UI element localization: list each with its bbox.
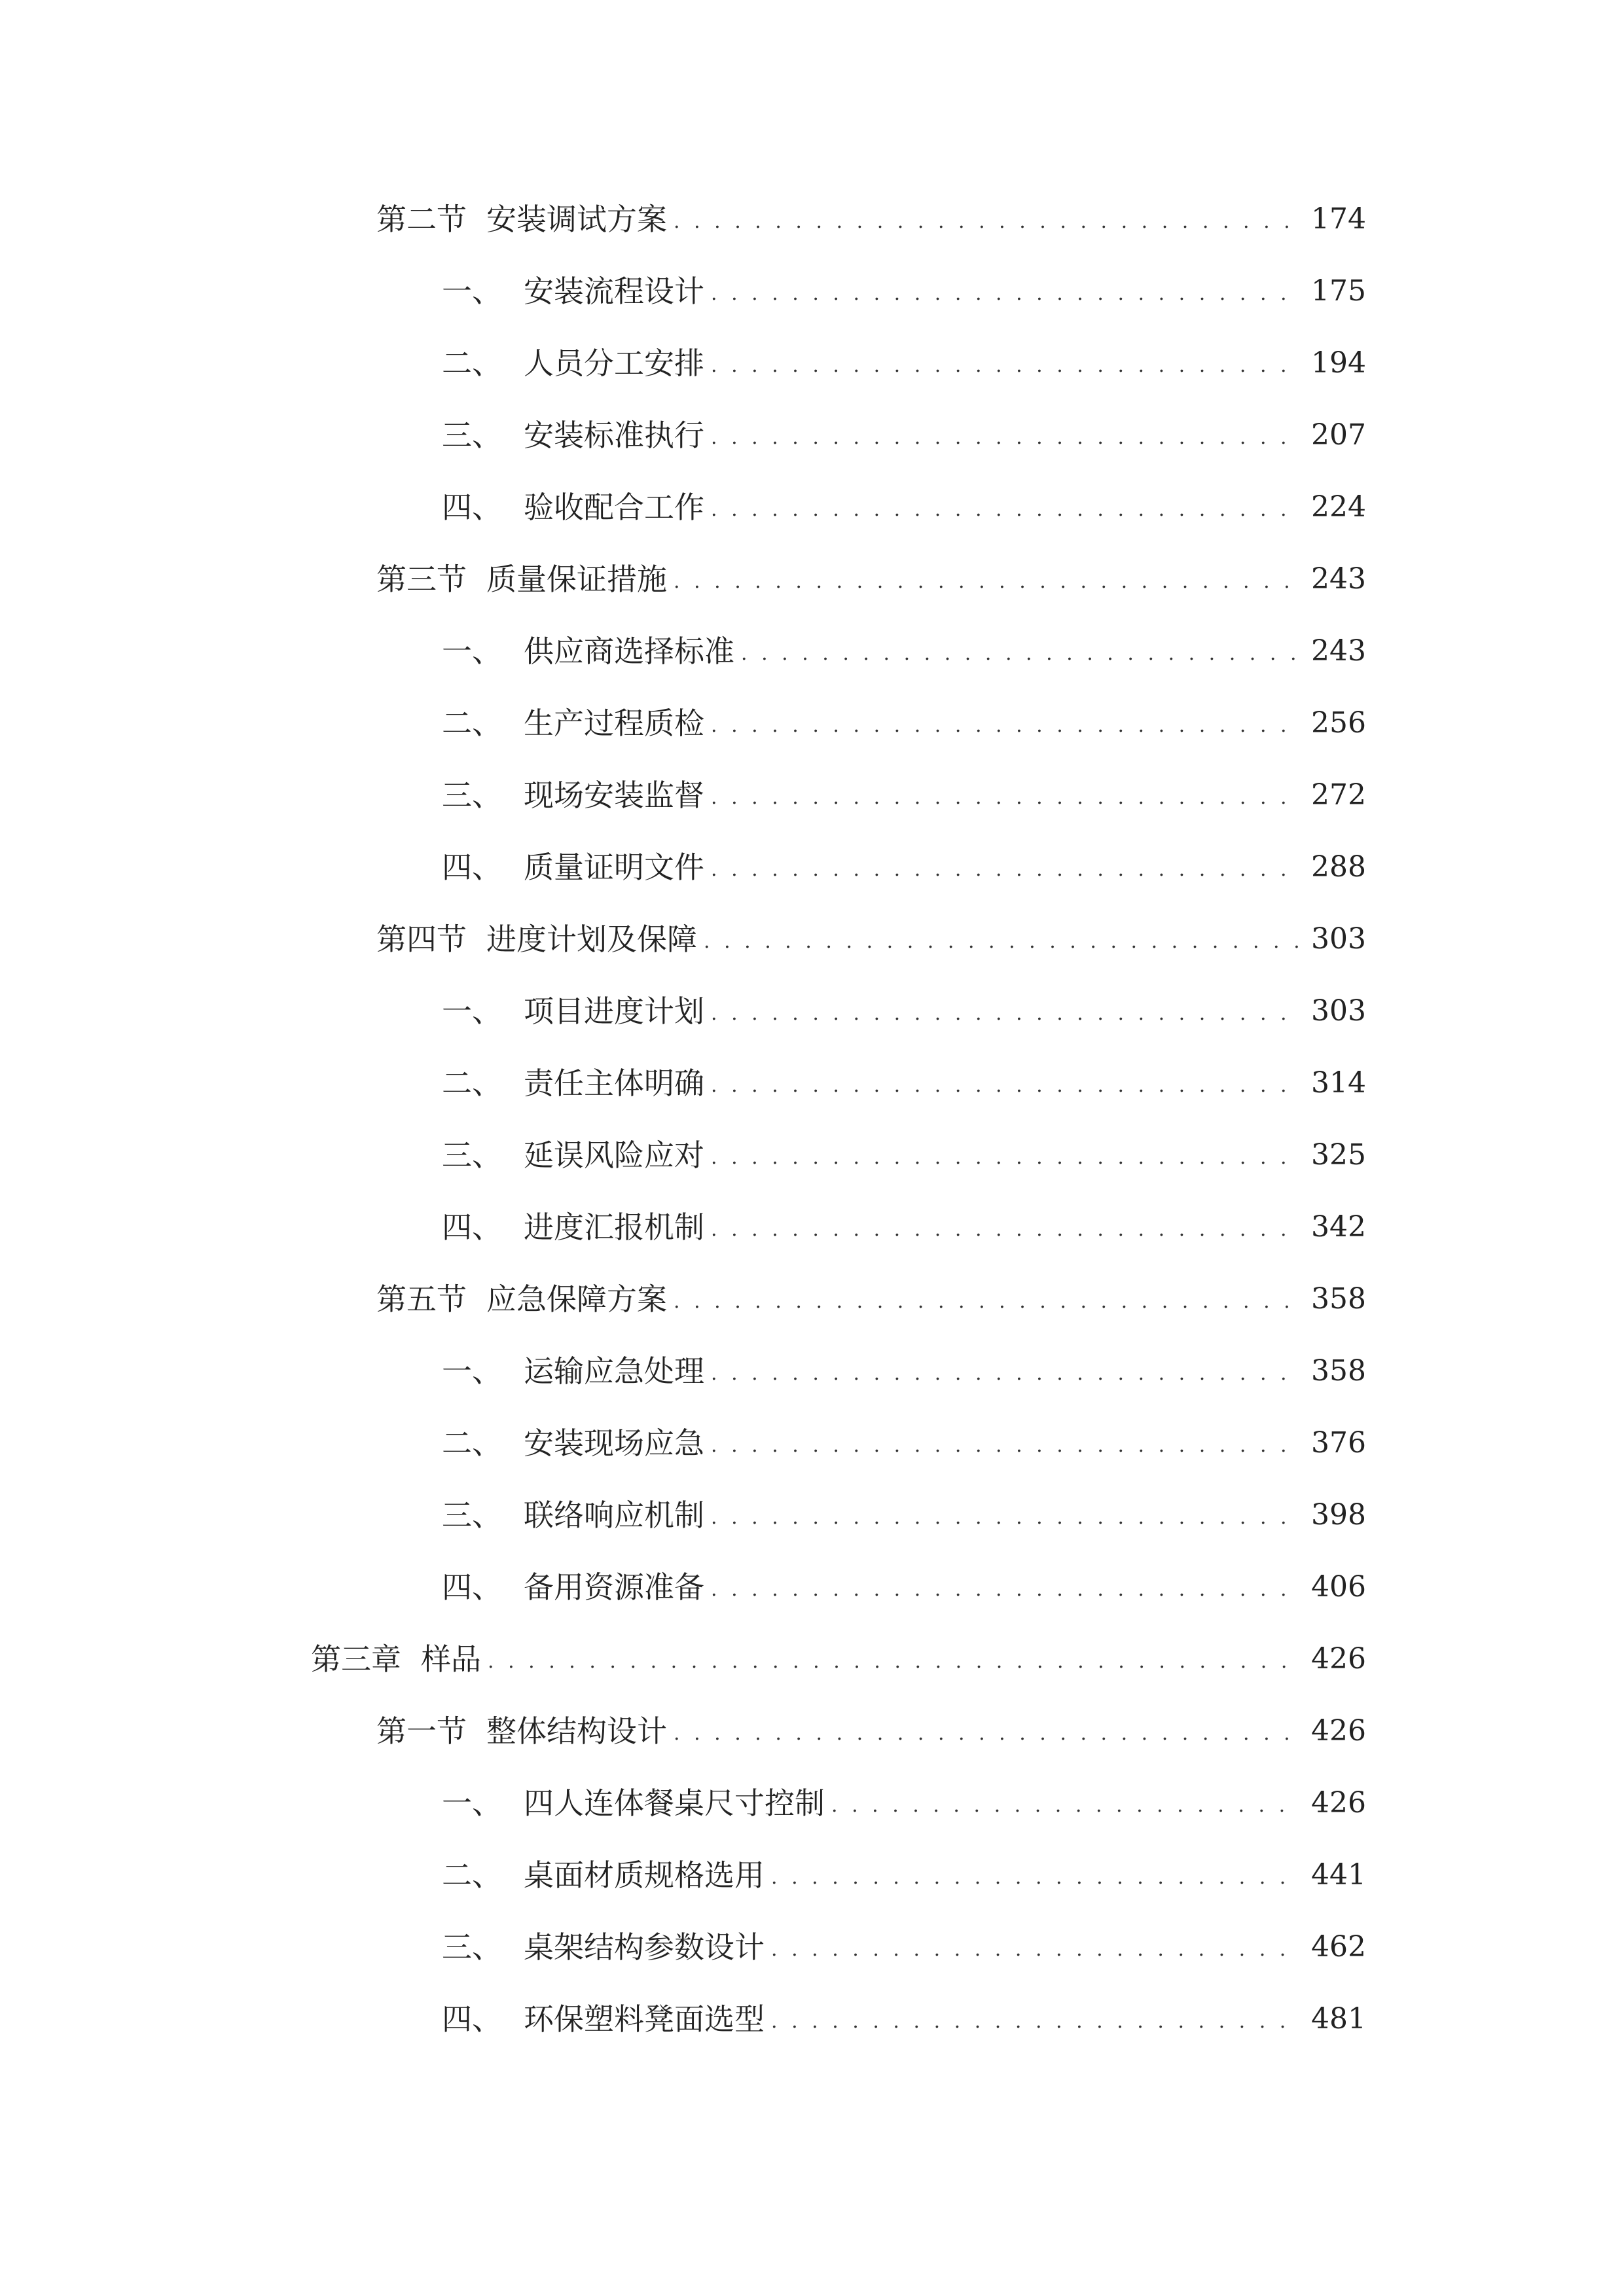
- toc-entry-page: 303: [1311, 994, 1366, 1028]
- toc-entry-number: 二、: [442, 1426, 502, 1461]
- toc-entry-subsection[interactable]: [442, 1849, 1366, 1901]
- toc-entry-number: 二、: [442, 346, 502, 381]
- toc-entry-title: 安装调试方案: [486, 202, 667, 237]
- toc-entry-title: 生产过程质检: [524, 706, 704, 741]
- toc-dot-leader: [831, 1788, 1301, 1818]
- toc-entry-title: 应急保障方案: [486, 1282, 667, 1317]
- toc-dot-leader: [711, 852, 1301, 882]
- toc-entry-number: 一、: [442, 634, 502, 669]
- toc-entry-number: 三、: [442, 778, 502, 813]
- toc-dot-leader: [674, 204, 1301, 234]
- toc-entry-title: 延误风险应对: [524, 1138, 704, 1173]
- toc-entry-page: 481: [1311, 2002, 1366, 2036]
- toc-entry-title: 四人连体餐桌尺寸控制: [524, 1785, 825, 1821]
- toc-entry-section[interactable]: [376, 553, 1366, 605]
- toc-entry-subsection[interactable]: [442, 481, 1366, 533]
- toc-dot-leader: [704, 924, 1301, 954]
- toc-entry-subsection[interactable]: [442, 1561, 1366, 1613]
- toc-entry-number: 四、: [442, 850, 502, 885]
- toc-dot-leader: [674, 564, 1301, 594]
- toc-entry-title: 安装标准执行: [524, 418, 704, 453]
- toc-entry-title: 人员分工安排: [524, 346, 704, 381]
- toc-entry-title: 样品: [421, 1641, 481, 1677]
- toc-dot-leader: [711, 1572, 1301, 1602]
- toc-entry-page: 272: [1311, 778, 1366, 812]
- toc-entry-subsection[interactable]: [442, 1129, 1366, 1181]
- toc-entry-title: 联络响应机制: [524, 1498, 704, 1533]
- toc-entry-number: 一、: [442, 1785, 502, 1821]
- toc-entry-page: 207: [1311, 418, 1366, 452]
- toc-entry-subsection[interactable]: [442, 1201, 1366, 1253]
- toc-entry-number: 三、: [442, 1498, 502, 1533]
- toc-dot-leader: [711, 1068, 1301, 1098]
- toc-dot-leader: [674, 1716, 1301, 1746]
- toc-entry-subsection[interactable]: [442, 1057, 1366, 1109]
- toc-entry-subsection[interactable]: [442, 769, 1366, 821]
- toc-entry-page: 325: [1311, 1138, 1366, 1172]
- toc-entry-page: 243: [1311, 562, 1366, 596]
- toc-entry-title: 质量证明文件: [524, 850, 704, 885]
- toc-entry-number: 二、: [442, 1066, 502, 1101]
- toc-entry-number: 第三章: [311, 1641, 401, 1677]
- toc-entry-subsection[interactable]: [442, 1345, 1366, 1397]
- toc-entry-page: 358: [1311, 1354, 1366, 1388]
- toc-entry-subsection[interactable]: [442, 1417, 1366, 1469]
- toc-entry-number: 三、: [442, 418, 502, 453]
- toc-entry-number: 一、: [442, 274, 502, 309]
- toc-entry-title: 供应商选择标准: [524, 634, 734, 669]
- toc-dot-leader: [711, 1500, 1301, 1530]
- toc-entry-page: 194: [1311, 346, 1366, 380]
- toc-entry-title: 备用资源准备: [524, 1570, 704, 1605]
- toc-entry-section[interactable]: [376, 193, 1366, 245]
- toc-entry-subsection[interactable]: [442, 1993, 1366, 2045]
- toc-entry-number: 一、: [442, 1354, 502, 1389]
- toc-entry-page: 376: [1311, 1426, 1366, 1460]
- toc-entry-page: 358: [1311, 1282, 1366, 1316]
- toc-entry-page: 462: [1311, 1930, 1366, 1964]
- toc-dot-leader: [771, 1932, 1301, 1962]
- toc-entry-subsection[interactable]: [442, 625, 1366, 677]
- toc-entry-page: 342: [1311, 1210, 1366, 1244]
- toc-dot-leader: [711, 420, 1301, 450]
- toc-entry-title: 整体结构设计: [486, 1713, 667, 1749]
- toc-dot-leader: [711, 348, 1301, 378]
- toc-entry-number: 第二节: [376, 202, 467, 237]
- toc-entry-chapter[interactable]: [311, 1633, 1366, 1685]
- toc-entry-title: 桌面材质规格选用: [524, 1857, 765, 1893]
- toc-dot-leader: [771, 2004, 1301, 2034]
- toc-entry-number: 第四节: [376, 922, 467, 957]
- toc-entry-page: 426: [1311, 1714, 1366, 1748]
- toc-dot-leader: [674, 1284, 1301, 1314]
- toc-entry-page: 175: [1311, 274, 1366, 308]
- toc-entry-page: 398: [1311, 1498, 1366, 1532]
- toc-entry-number: 第一节: [376, 1713, 467, 1749]
- toc-dot-leader: [711, 492, 1301, 522]
- toc-entry-page: 426: [1311, 1642, 1366, 1676]
- toc-entry-title: 责任主体明确: [524, 1066, 704, 1101]
- toc-entry-page: 256: [1311, 706, 1366, 740]
- toc-entry-number: 三、: [442, 1929, 502, 1965]
- toc-dot-leader: [711, 708, 1301, 738]
- toc-entry-title: 质量保证措施: [486, 562, 667, 597]
- toc-dot-leader: [711, 996, 1301, 1026]
- toc-entry-number: 四、: [442, 1570, 502, 1605]
- toc-entry-number: 二、: [442, 1857, 502, 1893]
- toc-entry-section[interactable]: [376, 1273, 1366, 1325]
- toc-dot-leader: [741, 636, 1301, 666]
- toc-entry-subsection[interactable]: [442, 265, 1366, 317]
- toc-entry-subsection[interactable]: [442, 337, 1366, 389]
- toc-entry-title: 安装流程设计: [524, 274, 704, 309]
- toc-entry-number: 四、: [442, 490, 502, 525]
- toc-entry-subsection[interactable]: [442, 841, 1366, 893]
- toc-entry-number: 一、: [442, 994, 502, 1029]
- toc-entry-number: 第三节: [376, 562, 467, 597]
- toc-entry-number: 四、: [442, 1210, 502, 1245]
- toc-dot-leader: [711, 1140, 1301, 1170]
- toc-entry-title: 现场安装监督: [524, 778, 704, 813]
- toc-entry-page: 174: [1311, 202, 1366, 236]
- toc-entry-subsection[interactable]: [442, 985, 1366, 1037]
- toc-entry-title: 进度汇报机制: [524, 1210, 704, 1245]
- toc-entry-number: 三、: [442, 1138, 502, 1173]
- toc-dot-leader: [711, 1212, 1301, 1242]
- toc-entry-title: 项目进度计划: [524, 994, 704, 1029]
- toc-entry-page: 406: [1311, 1570, 1366, 1604]
- toc-entry-title: 环保塑料凳面选型: [524, 2001, 765, 2037]
- toc-entry-page: 441: [1311, 1858, 1366, 1892]
- toc-entry-section[interactable]: [376, 1705, 1366, 1757]
- toc-entry-title: 桌架结构参数设计: [524, 1929, 765, 1965]
- toc-entry-title: 进度计划及保障: [486, 922, 697, 957]
- toc-entry-subsection[interactable]: [442, 1777, 1366, 1829]
- toc-entry-number: 四、: [442, 2001, 502, 2037]
- toc-dot-leader: [771, 1860, 1301, 1890]
- toc-entry-subsection[interactable]: [442, 1921, 1366, 1973]
- toc-entry-page: 288: [1311, 850, 1366, 884]
- toc-entry-page: 243: [1311, 634, 1366, 668]
- toc-entry-title: 验收配合工作: [524, 490, 704, 525]
- toc-dot-leader: [488, 1644, 1301, 1674]
- toc-entry-section[interactable]: [376, 913, 1366, 965]
- toc-entry-subsection[interactable]: [442, 697, 1366, 749]
- toc-entry-title: 运输应急处理: [524, 1354, 704, 1389]
- toc-entry-subsection[interactable]: [442, 1489, 1366, 1541]
- toc-entry-page: 426: [1311, 1786, 1366, 1820]
- toc-entry-subsection[interactable]: [442, 409, 1366, 461]
- toc-entry-title: 安装现场应急: [524, 1426, 704, 1461]
- toc-dot-leader: [711, 1428, 1301, 1458]
- toc-entry-page: 224: [1311, 490, 1366, 524]
- toc-dot-leader: [711, 1356, 1301, 1386]
- toc-entry-page: 314: [1311, 1066, 1366, 1100]
- toc-entry-page: 303: [1311, 922, 1366, 956]
- toc-entry-number: 二、: [442, 706, 502, 741]
- toc-entry-number: 第五节: [376, 1282, 467, 1317]
- toc-dot-leader: [711, 276, 1301, 306]
- toc-dot-leader: [711, 780, 1301, 810]
